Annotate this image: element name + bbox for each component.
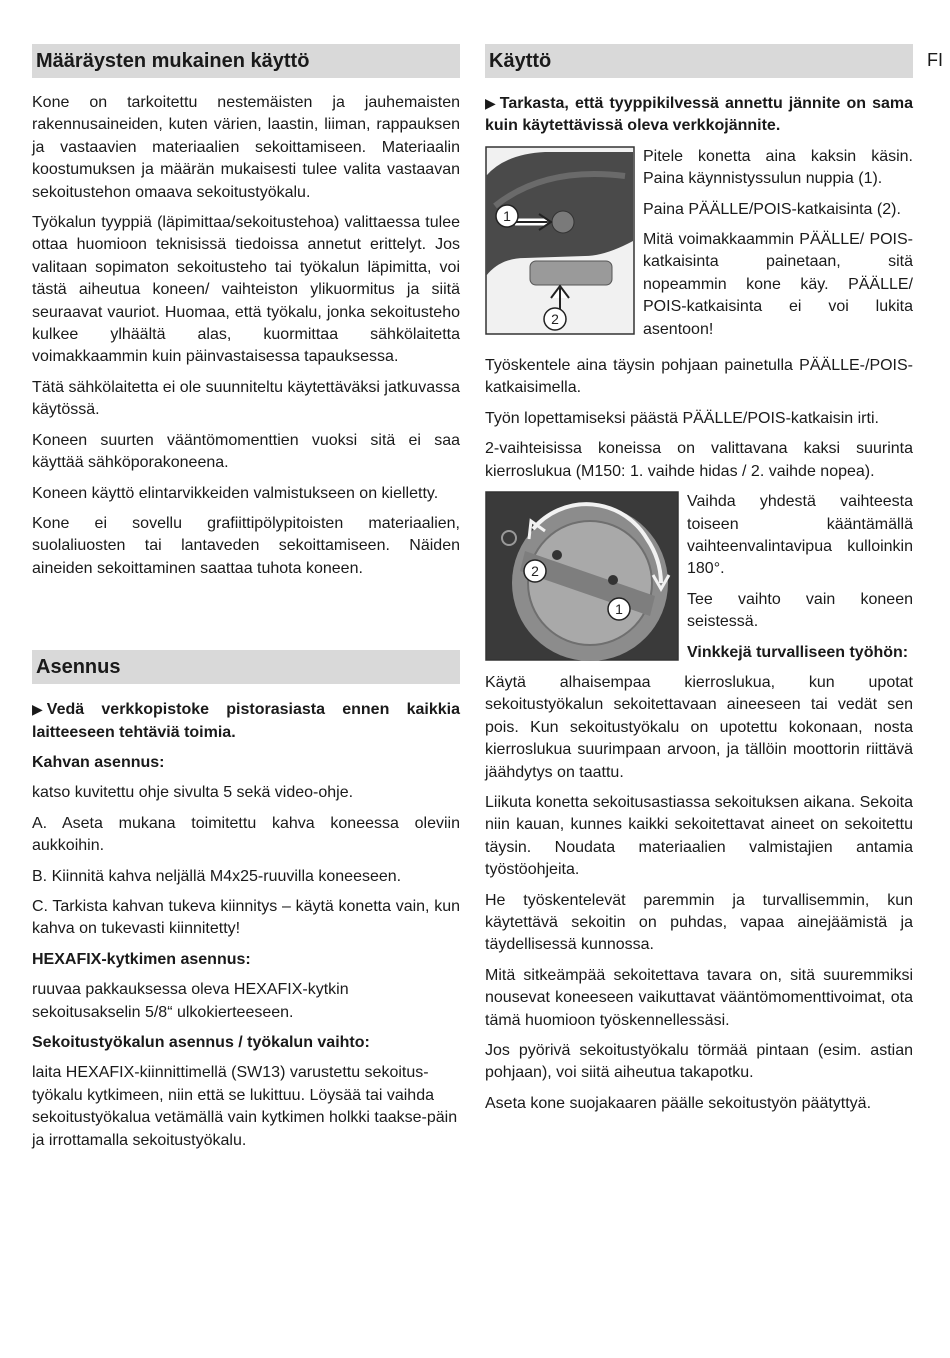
paragraph: katso kuvitettu ohje sivulta 5 sekä video-ohje. xyxy=(32,784,354,802)
warning-text: Vedä verkkopistoke pistorasiasta ennen kaikkia laitteeseen tehtäviä toimia. xyxy=(32,701,460,741)
section-heading-operation: Käyttö xyxy=(485,44,913,78)
switch-illustration xyxy=(485,146,635,335)
right-column xyxy=(485,44,913,1123)
paragraph: Paina PÄÄLLE/POIS-katkaisinta (2). xyxy=(643,200,901,218)
figure-label-2: 2 xyxy=(551,310,559,327)
warning-text: Tarkasta, että tyyppikilvessä annettu jännite on sama kuin käytettävissä oleva verkkojännite. xyxy=(485,95,913,135)
paragraph: Aseta kone suojakaaren päälle sekoitustyön päätyttyä. xyxy=(485,1094,872,1112)
subheading: Kahvan asennus: xyxy=(32,753,165,771)
paragraph: Koneen suurten vääntömomenttien vuoksi sitä ei saa käyttää sähköporakoneena. xyxy=(32,431,460,472)
paragraph: laita HEXAFIX-kiinnittimellä (SW13) varustettu sekoitus-työkalu kytkimeen, niin että se lukittuu. Löysää tai vaihda sekoitustyökalua vetämällä vain kytkimen holkki taakse-päin ja irrottamalla sekoitustyökalu. xyxy=(32,1064,458,1149)
paragraph: Kone ei sovellu grafiittipölypitoisten materiaalien, suolaliuosten tai lantaveden sekoittamiseen. Näiden aineiden sekoittaminen saattaa tuhota koneen. xyxy=(32,514,460,577)
figure-label-2: 2 xyxy=(531,563,539,580)
paragraph: Työkalun tyyppiä (läpimittaa/sekoitustehoa) valittaessa tulee ottaa huomioon teknisissä tiedoissa annetut erittelyt. Jos valitaan sopimaton sekoitusteho tai työkalun läpimitta, voi tästä aiheutua koneen/ vaihteiston ylikuormitus ja siitä seuraavat vauriot. Huomaa, että työkalu, jonka sekoitusteho kulkee ylhäältä alas, kuormittaa sähkölaitetta voimakkaammin kuin päinvastaisessa tapauksessa. xyxy=(32,214,460,366)
gear-selector-figure xyxy=(485,491,679,661)
triangle-bullet-icon: ▶ xyxy=(32,701,43,718)
triangle-bullet-icon: ▶ xyxy=(485,95,496,111)
figure-label-1: 1 xyxy=(503,207,511,224)
paragraph: Jos pyörivä sekoitustyökalu törmää pintaan (esim. astian pohjaan), voi siitä aiheutua takapotku. xyxy=(485,1042,913,1082)
paragraph: Mitä voimakkaammin PÄÄLLE/ POIS-katkaisinta painetaan, sitä nopeammin kone käy. PÄÄLLE/ POIS-katkaisinta ei voi lukita asentoon! xyxy=(643,231,913,338)
paragraph: Työn lopettamiseksi päästä PÄÄLLE/POIS-katkaisin irti. xyxy=(485,409,879,427)
paragraph: Vaihda yhdestä vaihteesta toiseen kääntämällä vaihteenvalintavipua kulloinkin 180°. xyxy=(687,493,913,578)
section-heading-intended-use: Määräysten mukainen käyttö xyxy=(32,44,460,78)
paragraph: Työskentele aina täysin pohjaan painetulla PÄÄLLE-/POIS-katkaisimella. xyxy=(485,357,913,397)
section-heading-installation: Asennus xyxy=(32,650,460,684)
paragraph: Koneen käyttö elintarvikkeiden valmistukseen on kielletty. xyxy=(32,484,439,502)
switch-figure xyxy=(485,146,635,335)
paragraph: Mitä sitkeämpää sekoitettava tavara on, sitä suuremmiksi nousevat koneeseen vaikuttavat vääntömomenttivoimat, ota tämä huomioon työskennellessäsi. xyxy=(485,966,913,1029)
language-tag: FI xyxy=(927,50,943,70)
gear-selector-illustration xyxy=(485,491,679,661)
paragraph: Kone on tarkoitettu nestemäisten ja jauhemaisten rakennusaineiden, kuten värien, laastin, liiman, rappauksen ja vastaavien materiaalien sekoittamiseen. Materiaalin koostumuksen ja määrän mukaisesti tulee valita vastaavan sekoitustehon omaava sekoitustyökalu. xyxy=(32,94,460,201)
subheading: HEXAFIX-kytkimen asennus: xyxy=(32,950,251,968)
paragraph: C. Tarkista kahvan tukeva kiinnitys – käytä konetta vain, kun kahva on tukevasti kiinnitetty! xyxy=(32,897,460,938)
warning-note xyxy=(485,92,913,138)
paragraph: 2-vaihteisissa koneissa on valittavana kaksi suurinta kierroslukua (M150: 1. vaihde hidas / 2. vaihde nopea). xyxy=(485,440,913,480)
paragraph: B. Kiinnitä kahva neljällä M4x25-ruuvilla koneeseen. xyxy=(32,867,402,885)
paragraph: Pitele konetta aina kaksin käsin. Paina käynnistyssulun nuppia (1). xyxy=(643,147,913,188)
paragraph: Käytä alhaisempaa kierroslukua, kun upotat sekoitustyökalun sekoitettavaan aineeseen tai vedät sen pois. Kun sekoitustyökalu on upotettu kokonaan, nosta kierroslukua suurimpaan arvoon, ja tällöin moottorin riittävä jäähdytys on taattu. xyxy=(485,673,913,781)
subheading: Sekoitustyökalun asennus / työkalun vaihto: xyxy=(32,1034,370,1051)
paragraph: Tee vaihto vain koneen seistessä. xyxy=(687,590,913,631)
paragraph: A. Aseta mukana toimitettu kahva koneessa oleviin aukkoihin. xyxy=(32,814,460,855)
figure-label-1: 1 xyxy=(615,601,623,618)
warning-note xyxy=(32,698,460,744)
paragraph: He työskentelevät paremmin ja turvallisemmin, kun käytettävä sekoitin on puhdas, vapaa ainejäämistä ja täydellisessä kunnossa. xyxy=(485,891,913,954)
subheading: Vinkkejä turvalliseen työhön: xyxy=(687,643,909,661)
paragraph: Liikuta konetta sekoitusastiassa sekoituksen aikana. Sekoita niin kauan, kunnes kaikki sekoitettavat aineet on sekoitettu täysin. Noudata materiaalien valmistajien antamia työstöohjeita. xyxy=(485,793,913,879)
paragraph: ruuvaa pakkauksessa oleva HEXAFIX-kytkin sekoitusakselin 5/8“ ulkokierteeseen. xyxy=(32,981,349,1021)
left-column xyxy=(32,44,460,1160)
paragraph: Tätä sähkölaitetta ei ole suunniteltu käytettäväksi jatkuvassa käytössä. xyxy=(32,378,460,419)
